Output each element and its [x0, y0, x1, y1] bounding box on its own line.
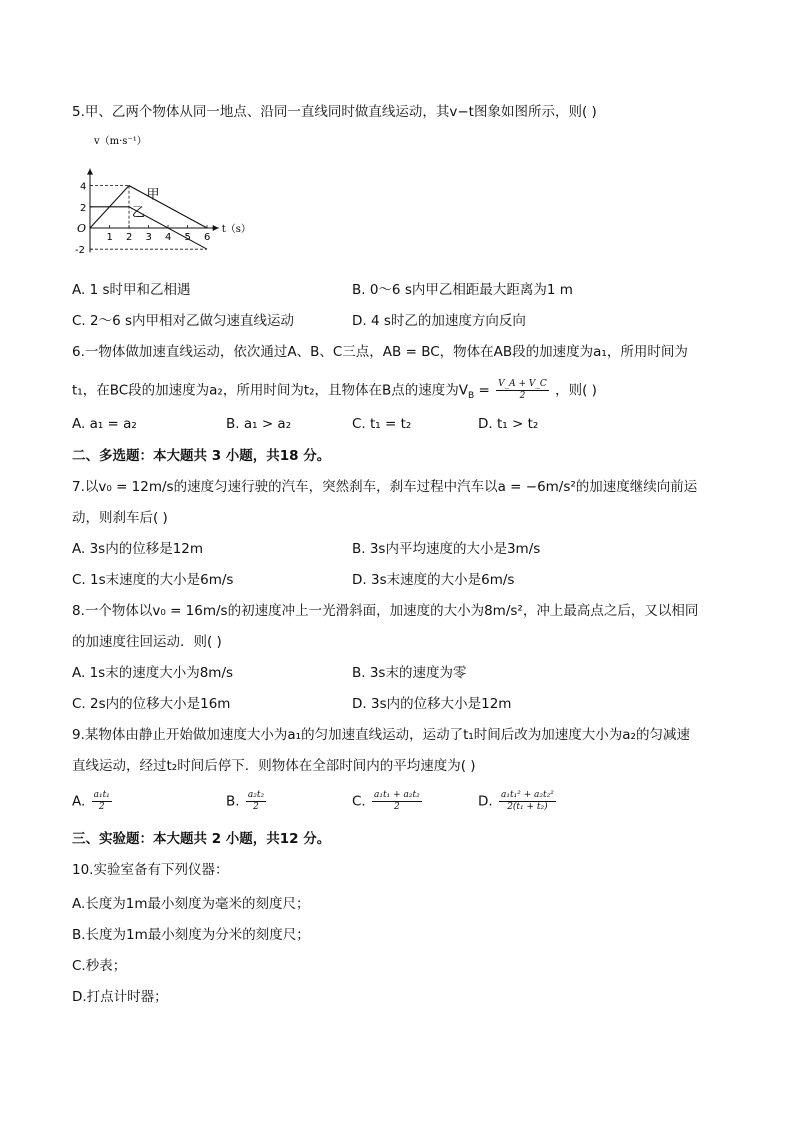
q7-stem-line1: 7.以v₀ = 12m/s的速度匀速行驶的汽车，突然刹车，刹车过程中汽车以a = −6m/s²的加速度继续向前运 — [72, 479, 698, 495]
x-tick-label-3: 3 — [145, 232, 152, 243]
q7-option-d[interactable]: D. 3s末速度的大小是6m/s — [352, 572, 515, 588]
y-tick-label-2: 2 — [80, 202, 87, 214]
y-tick-label-4: 4 — [80, 181, 87, 193]
x-tick-label-2: 2 — [126, 232, 133, 243]
q9-option-b[interactable] — [226, 790, 268, 813]
q6-stem-line2a: t₁，在BC段的加速度为a₂，所用时间为t₂，且物体在B点的速度为V — [72, 382, 469, 399]
q5-option-b[interactable]: B. 0～6 s内甲乙相距最大距离为1 m — [352, 282, 573, 298]
q7-option-b[interactable]: B. 3s内平均速度的大小是3m/s — [352, 541, 541, 557]
q8-option-c[interactable]: C. 2s内的位移大小是16m — [72, 696, 231, 712]
y-axis-arrow — [87, 169, 93, 175]
q9-option-d[interactable] — [478, 790, 558, 813]
q6-stem-line2: t₁，在BC段的加速度为a₂，所用时间为t₂，且物体在B点的速度为$V_B$ = $\frac{V\_A + V\_C}{2}$ ，则( ) — [72, 379, 597, 402]
q10-item-b: B.长度为1m最小刻度为分米的刻度尺； — [72, 927, 310, 943]
q6-option-a[interactable]: A. a₁ = a₂ — [72, 416, 137, 432]
section-experiment: 三、实验题：本大题共 2 小题，共12 分。 — [72, 831, 331, 847]
q9-option-b-letter: B. — [226, 793, 240, 810]
q6-option-d[interactable]: D. t₁ > t₂ — [478, 416, 539, 432]
q9-stem-line1: 9.某物体由静止开始做加速度大小为a₁的匀加速直线运动，运动了t₁时间后改为加速度大小为a₂的匀减速 — [72, 727, 690, 743]
q5-option-c[interactable]: C. 2～6 s内甲相对乙做匀速直线运动 — [72, 313, 295, 329]
q6-frac-num: V_A + V_C — [498, 379, 547, 389]
x-tick-label-5: 5 — [184, 232, 191, 243]
x-axis-label: t（s） — [221, 224, 251, 235]
q10-item-a: A.长度为1m最小刻度为毫米的刻度尺； — [72, 896, 310, 912]
y-tick-label--2: -2 — [75, 245, 85, 257]
q9-option-c-letter: C. — [352, 793, 366, 810]
x-tick-label-1: 1 — [106, 232, 113, 243]
q9-option-a[interactable] — [72, 790, 114, 813]
q5-stem: 5.甲、乙两个物体从同一地点、沿同一直线同时做直线运动，其v−t图象如图所示，则( ) — [72, 104, 597, 120]
x-tick-label-6: 6 — [204, 232, 211, 243]
x-tick-label-4: 4 — [165, 232, 172, 243]
q9-b-num: a₂t₂ — [247, 790, 265, 800]
q8-stem-line1: 8.一个物体以v₀ = 16m/s的初速度冲上一光滑斜面，加速度的大小为8m/s²，冲上最高点之后，又以相同 — [72, 603, 699, 619]
x-axis-arrow — [213, 225, 219, 231]
q9-option-c[interactable] — [352, 790, 424, 813]
q9-option-d-letter: D. — [478, 793, 493, 810]
q7-stem-line2: 动，则刹车后( ) — [72, 510, 168, 526]
q9-option-a-letter: A. — [72, 793, 86, 810]
q9-d-den: 2(t₁ + t₂) — [507, 802, 548, 812]
series-label-jia: 甲 — [146, 187, 160, 203]
series-label-yi: 乙 — [131, 205, 145, 221]
q10-item-d: D.打点计时器； — [72, 989, 168, 1005]
q8-option-a[interactable]: A. 1s末的速度大小为8m/s — [72, 665, 234, 681]
q6-stem-line2b: ，则( ) — [555, 382, 597, 399]
section-multiple-choice: 二、多选题：本大题共 3 小题，共18 分。 — [72, 448, 331, 464]
q5-option-a[interactable]: A. 1 s时甲和乙相遇 — [72, 282, 191, 298]
q9-a-num: a₁t₁ — [93, 790, 110, 800]
q6-option-c[interactable]: C. t₁ = t₂ — [352, 416, 412, 432]
q8-option-d[interactable]: D. 3s内的位移大小是12m — [352, 696, 512, 712]
q9-stem-line2: 直线运动，经过t₂时间后停下．则物体在全部时间内的平均速度为( ) — [72, 758, 476, 774]
q6-frac-den: 2 — [519, 391, 526, 401]
origin-label: O — [77, 222, 87, 235]
q8-option-b[interactable]: B. 3s末的速度为零 — [352, 665, 467, 681]
q5-option-d[interactable]: D. 4 s时乙的加速度方向反向 — [352, 313, 526, 329]
q9-a-den: 2 — [98, 802, 105, 812]
q10-stem: 10.实验室备有下列仪器： — [72, 862, 229, 878]
q8-stem-line2: 的加速度往回运动．则( ) — [72, 634, 222, 650]
q9-d-num: a₁t₁² + a₂t₂² — [500, 790, 554, 800]
q7-option-a[interactable]: A. 3s内的位移是12m — [72, 541, 204, 557]
q6-option-b[interactable]: B. a₁ > a₂ — [226, 416, 292, 432]
y-axis-label: v（m·s⁻¹） — [94, 136, 147, 147]
vt-chart — [70, 130, 260, 270]
q9-c-den: 2 — [393, 802, 400, 812]
q7-option-c[interactable]: C. 1s末速度的大小是6m/s — [72, 572, 234, 588]
q6-vb-fraction — [496, 379, 549, 402]
q9-c-num: a₁t₁ + a₂t₂ — [374, 790, 420, 800]
q10-item-c: C.秒表； — [72, 958, 127, 974]
q9-b-den: 2 — [253, 802, 259, 812]
q6-stem-line1: 6.一物体做加速直线运动，依次通过A、B、C三点，AB = BC，物体在AB段的加速度为a₁，所用时间为 — [72, 344, 688, 360]
